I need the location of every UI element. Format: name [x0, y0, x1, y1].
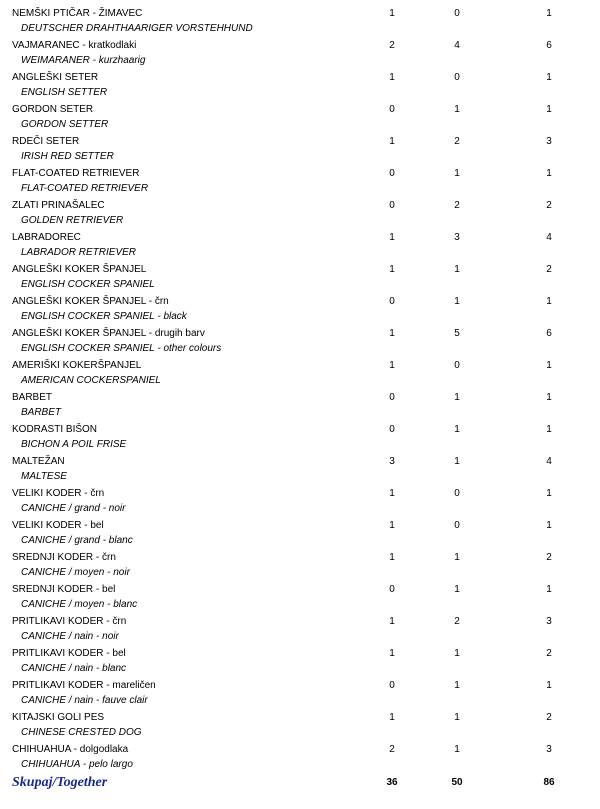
- count-col-3: 2: [546, 552, 552, 563]
- count-col-2: 0: [454, 72, 460, 83]
- count-col-1: 1: [389, 328, 395, 339]
- breed-name: ANGLEŠKI KOKER ŠPANJEL - črn: [12, 296, 169, 307]
- breed-name: VELIKI KODER - črn: [12, 488, 105, 499]
- count-col-2: 2: [454, 616, 460, 627]
- breed-name: ANGLEŠKI SETER: [12, 72, 99, 83]
- breed-name-international: CANICHE / nain - noir: [21, 631, 119, 642]
- count-col-2: 0: [454, 360, 460, 371]
- breed-name-international: CANICHE / nain - fauve clair: [21, 695, 148, 706]
- table-row: [0, 256, 600, 288]
- breed-name: SREDNJI KODER - črn: [12, 552, 116, 563]
- table-row: [0, 736, 600, 768]
- table-row: [0, 128, 600, 160]
- breed-name: ANGLEŠKI KOKER ŠPANJEL: [12, 264, 147, 275]
- count-col-3: 2: [546, 200, 552, 211]
- count-col-3: 1: [546, 520, 552, 531]
- table-row: [0, 608, 600, 640]
- total-count-2: 50: [451, 777, 463, 788]
- breed-name: KODRASTI BIŠON: [12, 424, 98, 435]
- count-col-1: 1: [389, 552, 395, 563]
- count-col-3: 4: [546, 456, 552, 467]
- total-count-3: 86: [543, 777, 555, 788]
- count-col-3: 2: [546, 648, 552, 659]
- count-col-2: 1: [454, 456, 460, 467]
- table-row: [0, 512, 600, 544]
- breed-name-international: ENGLISH COCKER SPANIEL - other colours: [21, 343, 222, 354]
- table-row: [0, 320, 600, 352]
- breed-name: NEMŠKI PTIČAR - ŽIMAVEC: [12, 8, 143, 19]
- count-col-1: 1: [389, 520, 395, 531]
- table-row: [0, 576, 600, 608]
- breed-name-international: FLAT-COATED RETRIEVER: [21, 183, 149, 194]
- count-col-3: 1: [546, 424, 552, 435]
- count-col-3: 6: [546, 40, 552, 51]
- table-row: [0, 224, 600, 256]
- count-col-3: 1: [546, 104, 552, 115]
- breed-name: MALTEŽAN: [12, 456, 65, 467]
- breed-name-international: IRISH RED SETTER: [21, 151, 114, 162]
- breed-name: SREDNJI KODER - bel: [12, 584, 116, 595]
- count-col-1: 0: [389, 392, 395, 403]
- breed-name: KITAJSKI GOLI PES: [12, 712, 105, 723]
- breed-name: ZLATI PRINAŠALEC: [12, 200, 105, 211]
- count-col-2: 1: [454, 168, 460, 179]
- breed-name: VAJMARANEC - kratkodlaki: [12, 40, 137, 51]
- count-col-1: 2: [389, 744, 395, 755]
- count-col-1: 1: [389, 72, 395, 83]
- count-col-1: 0: [389, 104, 395, 115]
- table-row: [0, 416, 600, 448]
- count-col-1: 0: [389, 296, 395, 307]
- table-row: [0, 64, 600, 96]
- breed-name-international: CHIHUAHUA - pelo largo: [21, 759, 133, 770]
- count-col-1: 0: [389, 168, 395, 179]
- breed-name-international: CANICHE / nain - blanc: [21, 663, 127, 674]
- count-col-2: 1: [454, 296, 460, 307]
- count-col-2: 1: [454, 648, 460, 659]
- count-col-2: 3: [454, 232, 460, 243]
- breed-name-international: ENGLISH COCKER SPANIEL - black: [21, 311, 187, 322]
- count-col-2: 1: [454, 744, 460, 755]
- count-col-1: 2: [389, 40, 395, 51]
- total-count-1: 36: [386, 777, 398, 788]
- table-row: [0, 672, 600, 704]
- count-col-2: 1: [454, 264, 460, 275]
- count-col-1: 0: [389, 424, 395, 435]
- count-col-1: 1: [389, 488, 395, 499]
- count-col-2: 1: [454, 104, 460, 115]
- count-col-2: 0: [454, 488, 460, 499]
- total-label: Skupaj/Together: [12, 775, 108, 790]
- breed-name: PRITLIKAVI KODER - bel: [12, 648, 126, 659]
- count-col-1: 1: [389, 616, 395, 627]
- breed-name: PRITLIKAVI KODER - črn: [12, 616, 127, 627]
- count-col-3: 1: [546, 680, 552, 691]
- breed-name-international: ENGLISH COCKER SPANIEL: [21, 279, 155, 290]
- table-row: [0, 448, 600, 480]
- total-row: [0, 773, 600, 793]
- table-row: [0, 32, 600, 64]
- breed-name-international: DEUTSCHER DRAHTHAARIGER VORSTEHHUND: [21, 23, 253, 34]
- breed-name-international: MALTESE: [21, 471, 67, 482]
- count-col-1: 1: [389, 712, 395, 723]
- table-row: [0, 352, 600, 384]
- count-col-3: 1: [546, 392, 552, 403]
- breed-name-international: LABRADOR RETRIEVER: [21, 247, 137, 258]
- count-col-3: 1: [546, 488, 552, 499]
- breed-name-international: ENGLISH SETTER: [21, 87, 108, 98]
- table-row: [0, 160, 600, 192]
- count-col-3: 1: [546, 584, 552, 595]
- count-col-3: 3: [546, 744, 552, 755]
- count-col-3: 2: [546, 712, 552, 723]
- table-row: [0, 640, 600, 672]
- count-col-1: 1: [389, 232, 395, 243]
- count-col-2: 1: [454, 392, 460, 403]
- table-row: [0, 96, 600, 128]
- breed-name: BARBET: [12, 392, 53, 403]
- count-col-1: 3: [389, 456, 395, 467]
- count-col-1: 0: [389, 584, 395, 595]
- count-col-2: 1: [454, 712, 460, 723]
- count-col-2: 1: [454, 552, 460, 563]
- breed-name-international: CANICHE / grand - blanc: [21, 535, 133, 546]
- table-row: [0, 480, 600, 512]
- count-col-2: 1: [454, 680, 460, 691]
- breed-name-international: GORDON SETTER: [21, 119, 109, 130]
- count-col-2: 2: [454, 136, 460, 147]
- breed-name-international: AMERICAN COCKERSPANIEL: [21, 375, 161, 386]
- breed-name-international: CHINESE CRESTED DOG: [21, 727, 142, 738]
- count-col-3: 3: [546, 616, 552, 627]
- breed-name-international: WEIMARANER - kurzhaarig: [21, 55, 146, 66]
- count-col-3: 4: [546, 232, 552, 243]
- count-col-2: 4: [454, 40, 460, 51]
- count-col-2: 1: [454, 424, 460, 435]
- table-row: [0, 384, 600, 416]
- breed-name: CHIHUAHUA - dolgodlaka: [12, 744, 129, 755]
- breed-name: LABRADOREC: [12, 232, 81, 243]
- breed-name: FLAT-COATED RETRIEVER: [12, 168, 140, 179]
- breed-name-international: BARBET: [21, 407, 62, 418]
- count-col-3: 1: [546, 296, 552, 307]
- count-col-1: 1: [389, 8, 395, 19]
- breed-name-international: BICHON A POIL FRISE: [21, 439, 127, 450]
- count-col-3: 1: [546, 360, 552, 371]
- breed-name: GORDON SETER: [12, 104, 94, 115]
- breed-name: RDEČI SETER: [12, 136, 80, 147]
- count-col-1: 0: [389, 680, 395, 691]
- count-col-2: 5: [454, 328, 460, 339]
- breed-name-international: CANICHE / moyen - blanc: [21, 599, 138, 610]
- breed-name: PRITLIKAVI KODER - mareličen: [12, 680, 156, 691]
- breed-name: AMERIŠKI KOKERŠPANJEL: [12, 360, 142, 371]
- count-col-2: 0: [454, 8, 460, 19]
- count-col-1: 1: [389, 136, 395, 147]
- table-row: [0, 192, 600, 224]
- table-row: [0, 288, 600, 320]
- count-col-3: 1: [546, 8, 552, 19]
- breed-name-international: GOLDEN RETRIEVER: [21, 215, 124, 226]
- count-col-1: 1: [389, 360, 395, 371]
- count-col-2: 2: [454, 200, 460, 211]
- breed-name-international: CANICHE / moyen - noir: [21, 567, 130, 578]
- count-col-1: 1: [389, 264, 395, 275]
- count-col-3: 1: [546, 72, 552, 83]
- table-row: [0, 704, 600, 736]
- breed-name-international: CANICHE / grand - noir: [21, 503, 126, 514]
- count-col-1: 1: [389, 648, 395, 659]
- count-col-1: 0: [389, 200, 395, 211]
- count-col-3: 1: [546, 168, 552, 179]
- count-col-2: 1: [454, 584, 460, 595]
- table-row: [0, 544, 600, 576]
- breed-name: VELIKI KODER - bel: [12, 520, 104, 531]
- count-col-3: 3: [546, 136, 552, 147]
- count-col-3: 6: [546, 328, 552, 339]
- table-row: [0, 0, 600, 32]
- count-col-2: 0: [454, 520, 460, 531]
- breed-name: ANGLEŠKI KOKER ŠPANJEL - drugih barv: [12, 328, 205, 339]
- count-col-3: 2: [546, 264, 552, 275]
